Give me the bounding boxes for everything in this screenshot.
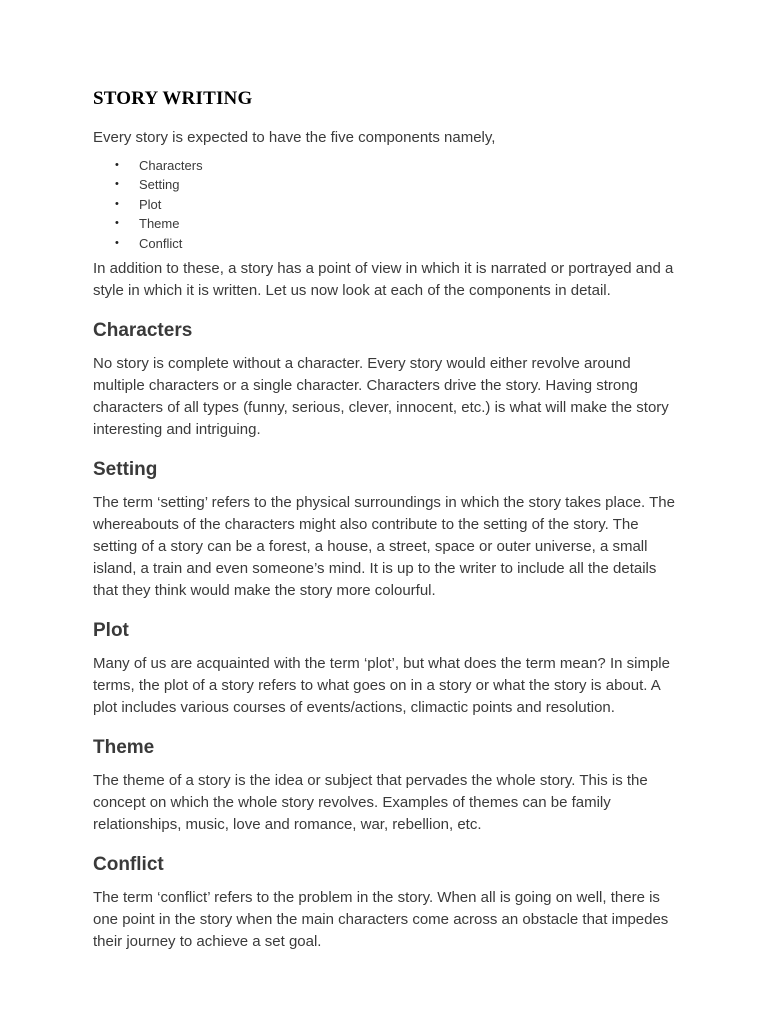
section-heading: Theme xyxy=(93,737,155,759)
bullet-icon: • xyxy=(115,236,119,249)
section-heading: Conflict xyxy=(93,854,164,876)
list-item-label: Characters xyxy=(139,158,203,173)
section-setting xyxy=(93,459,678,602)
list-item-label: Plot xyxy=(139,196,162,212)
section-theme xyxy=(93,737,678,836)
list-item xyxy=(93,234,678,253)
section-heading: Plot xyxy=(93,620,129,642)
list-item xyxy=(93,156,678,175)
list-item xyxy=(93,214,678,233)
section-conflict xyxy=(93,854,678,953)
section-body: The term ‘setting’ refers to the physical surroundings in which the story takes place. The whereabouts of the characters might also contribute to the setting of the story. The setting of a story can be a forest, a house, a street, space or outer universe, a small island, a train and even someone’s mind. It is up to the writer to include all the details that they think would make the story more colourful. xyxy=(93,494,675,600)
overview-paragraph: In addition to these, a story has a point of view in which it is narrated or portrayed and a style in which it is written. Let us now look at each of the components in detail. xyxy=(93,260,674,300)
bullet-icon: • xyxy=(115,159,119,171)
section-body: Many of us are acquainted with the term ‘plot’, but what does the term mean? In simple terms, the plot of a story refers to what goes on in a story or what the story is about. A plot includes various courses of events/actions, climactic points and resolution. xyxy=(93,655,670,717)
bullet-icon: • xyxy=(115,178,119,191)
bullet-icon: • xyxy=(115,197,119,210)
intro-paragraph: Every story is expected to have the five components namely, xyxy=(93,129,496,146)
section-body: The term ‘conflict’ refers to the problem in the story. When all is going on well, there is one point in the story when the main characters come across an obstacle that impedes their journey to achieve a set goal. xyxy=(93,889,669,951)
document-page xyxy=(93,88,678,953)
document-title: STORY WRITING xyxy=(93,88,253,109)
section-body: The theme of a story is the idea or subject that pervades the whole story. This is the concept on which the whole story revolves. Examples of themes can be family relationships, music, love and romance, war, rebellion, etc. xyxy=(93,772,648,834)
section-body: No story is complete without a character. Every story would either revolve around multiple characters or a single character. Characters drive the story. Having strong characters of all types (funny, serious, clever, innocent, etc.) is what will make the story interesting and intriguing. xyxy=(93,355,669,439)
section-characters xyxy=(93,320,678,441)
components-list xyxy=(93,156,678,253)
section-plot xyxy=(93,620,678,719)
list-item-label: Setting xyxy=(139,177,180,193)
list-item-label: Theme xyxy=(139,216,180,232)
list-item-label: Conflict xyxy=(139,235,183,251)
section-heading: Setting xyxy=(93,459,158,481)
list-item xyxy=(93,175,678,194)
bullet-icon: • xyxy=(115,217,119,230)
list-item xyxy=(93,195,678,214)
section-heading: Characters xyxy=(93,320,193,342)
